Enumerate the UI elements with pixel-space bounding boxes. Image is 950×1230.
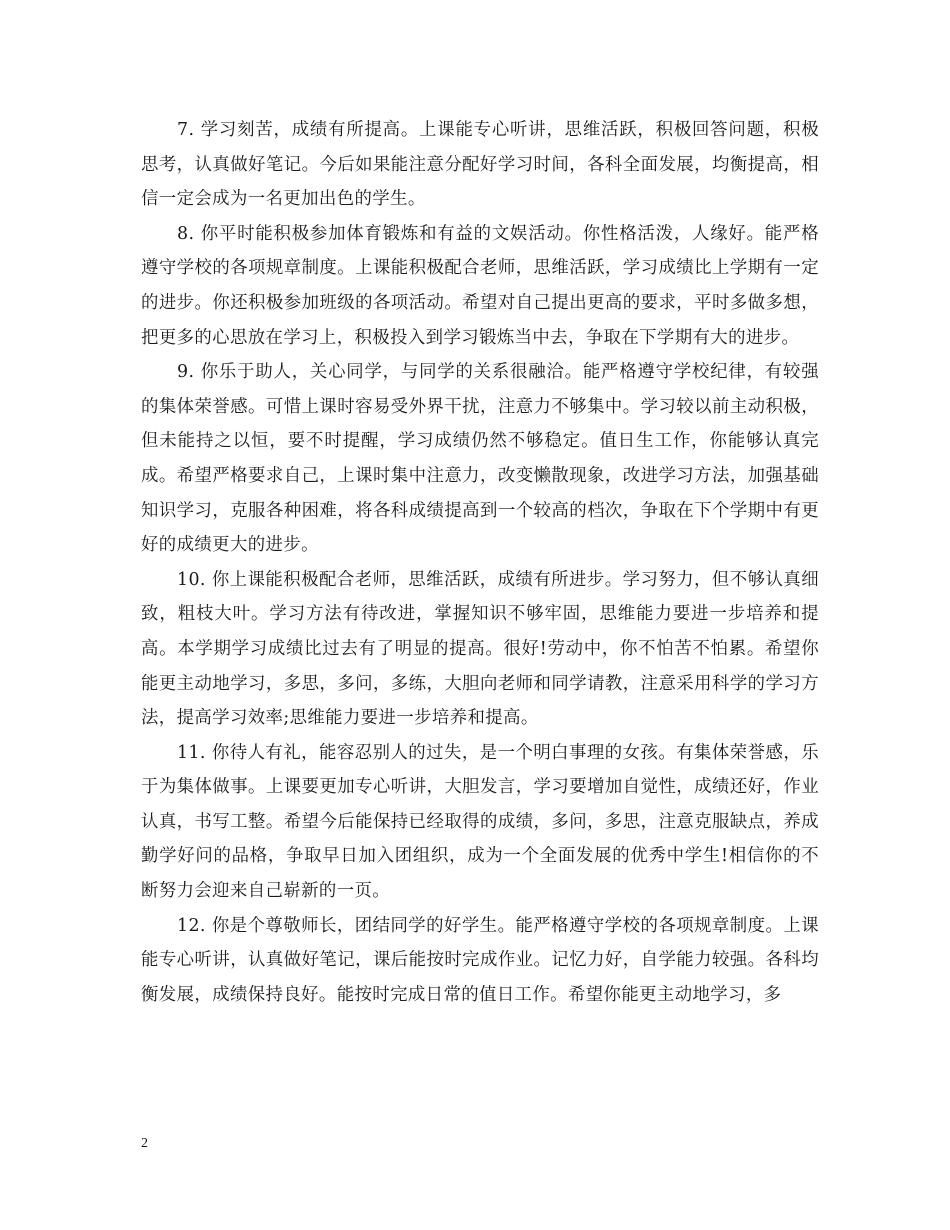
comment-paragraph-8: 8. 你平时能积极参加体育锻炼和有益的文娱活动。你性格活泼，人缘好。能严格遵守学校的各项规章制度。上课能积极配合老师，思维活跃，学习成绩比上学期有一定的进步。你还积极参加班级的各项活动。希望对自己提出更高的要求，平时多做多想，把更多的心思放在学习上，积极投入到学习锻炼当中去，争取在下学期有大的进步。 [141, 223, 819, 348]
comment-paragraph-10: 10. 你上课能积极配合老师，思维活跃，成绩有所进步。学习努力，但不够认真细致，粗枝大叶。学习方法有待改进，掌握知识不够牢固，思维能力要进一步培养和提高。本学期学习成绩比过去有了明显的提高。很好!劳动中，你不怕苦不怕累。希望你能更主动地学习，多思，多问，多练，大胆向老师和同学请教，注意采用科学的学习方法，提高学习效率;思维能力要进一步培养和提高。 [141, 569, 819, 729]
comment-paragraph-12: 12. 你是个尊敬师长，团结同学的好学生。能严格遵守学校的各项规章制度。上课能专心听讲，认真做好笔记，课后能按时完成作业。记忆力好，自学能力较强。各科均衡发展，成绩保持良好。能按时完成日常的值日工作。希望你能更主动地学习，多 [141, 915, 819, 1005]
comment-paragraph-11: 11. 你待人有礼，能容忍别人的过失，是一个明白事理的女孩。有集体荣誉感，乐于为集体做事。上课要更加专心听讲，大胆发言，学习要增加自觉性，成绩还好，作业认真，书写工整。希望今后能保持已经取得的成绩，多问，多思，注意克服缺点，养成勤学好问的品格，争取早日加入团组织，成为一个全面发展的优秀中学生!相信你的不断努力会迎来自己崭新的一页。 [141, 742, 819, 902]
document-body [141, 113, 819, 1012]
page-number: 2 [141, 1136, 148, 1151]
comment-paragraph-9: 9. 你乐于助人，关心同学，与同学的关系很融洽。能严格遵守学校纪律，有较强的集体荣誉感。可惜上课时容易受外界干扰，注意力不够集中。学习较以前主动积极，但未能持之以恒，要不时提醒，学习成绩仍然不够稳定。值日生工作，你能够认真完成。希望严格要求自己，上课时集中注意力，改变懒散现象，改进学习方法，加强基础知识学习，克服各种困难，将各科成绩提高到一个较高的档次，争取在下个学期中有更好的成绩更大的进步。 [141, 362, 819, 556]
comment-paragraph-7: 7. 学习刻苦，成绩有所提高。上课能专心听讲，思维活跃，积极回答问题，积极思考，认真做好笔记。今后如果能注意分配好学习时间，各科全面发展，均衡提高，相信一定会成为一名更加出色的学生。 [141, 120, 819, 210]
